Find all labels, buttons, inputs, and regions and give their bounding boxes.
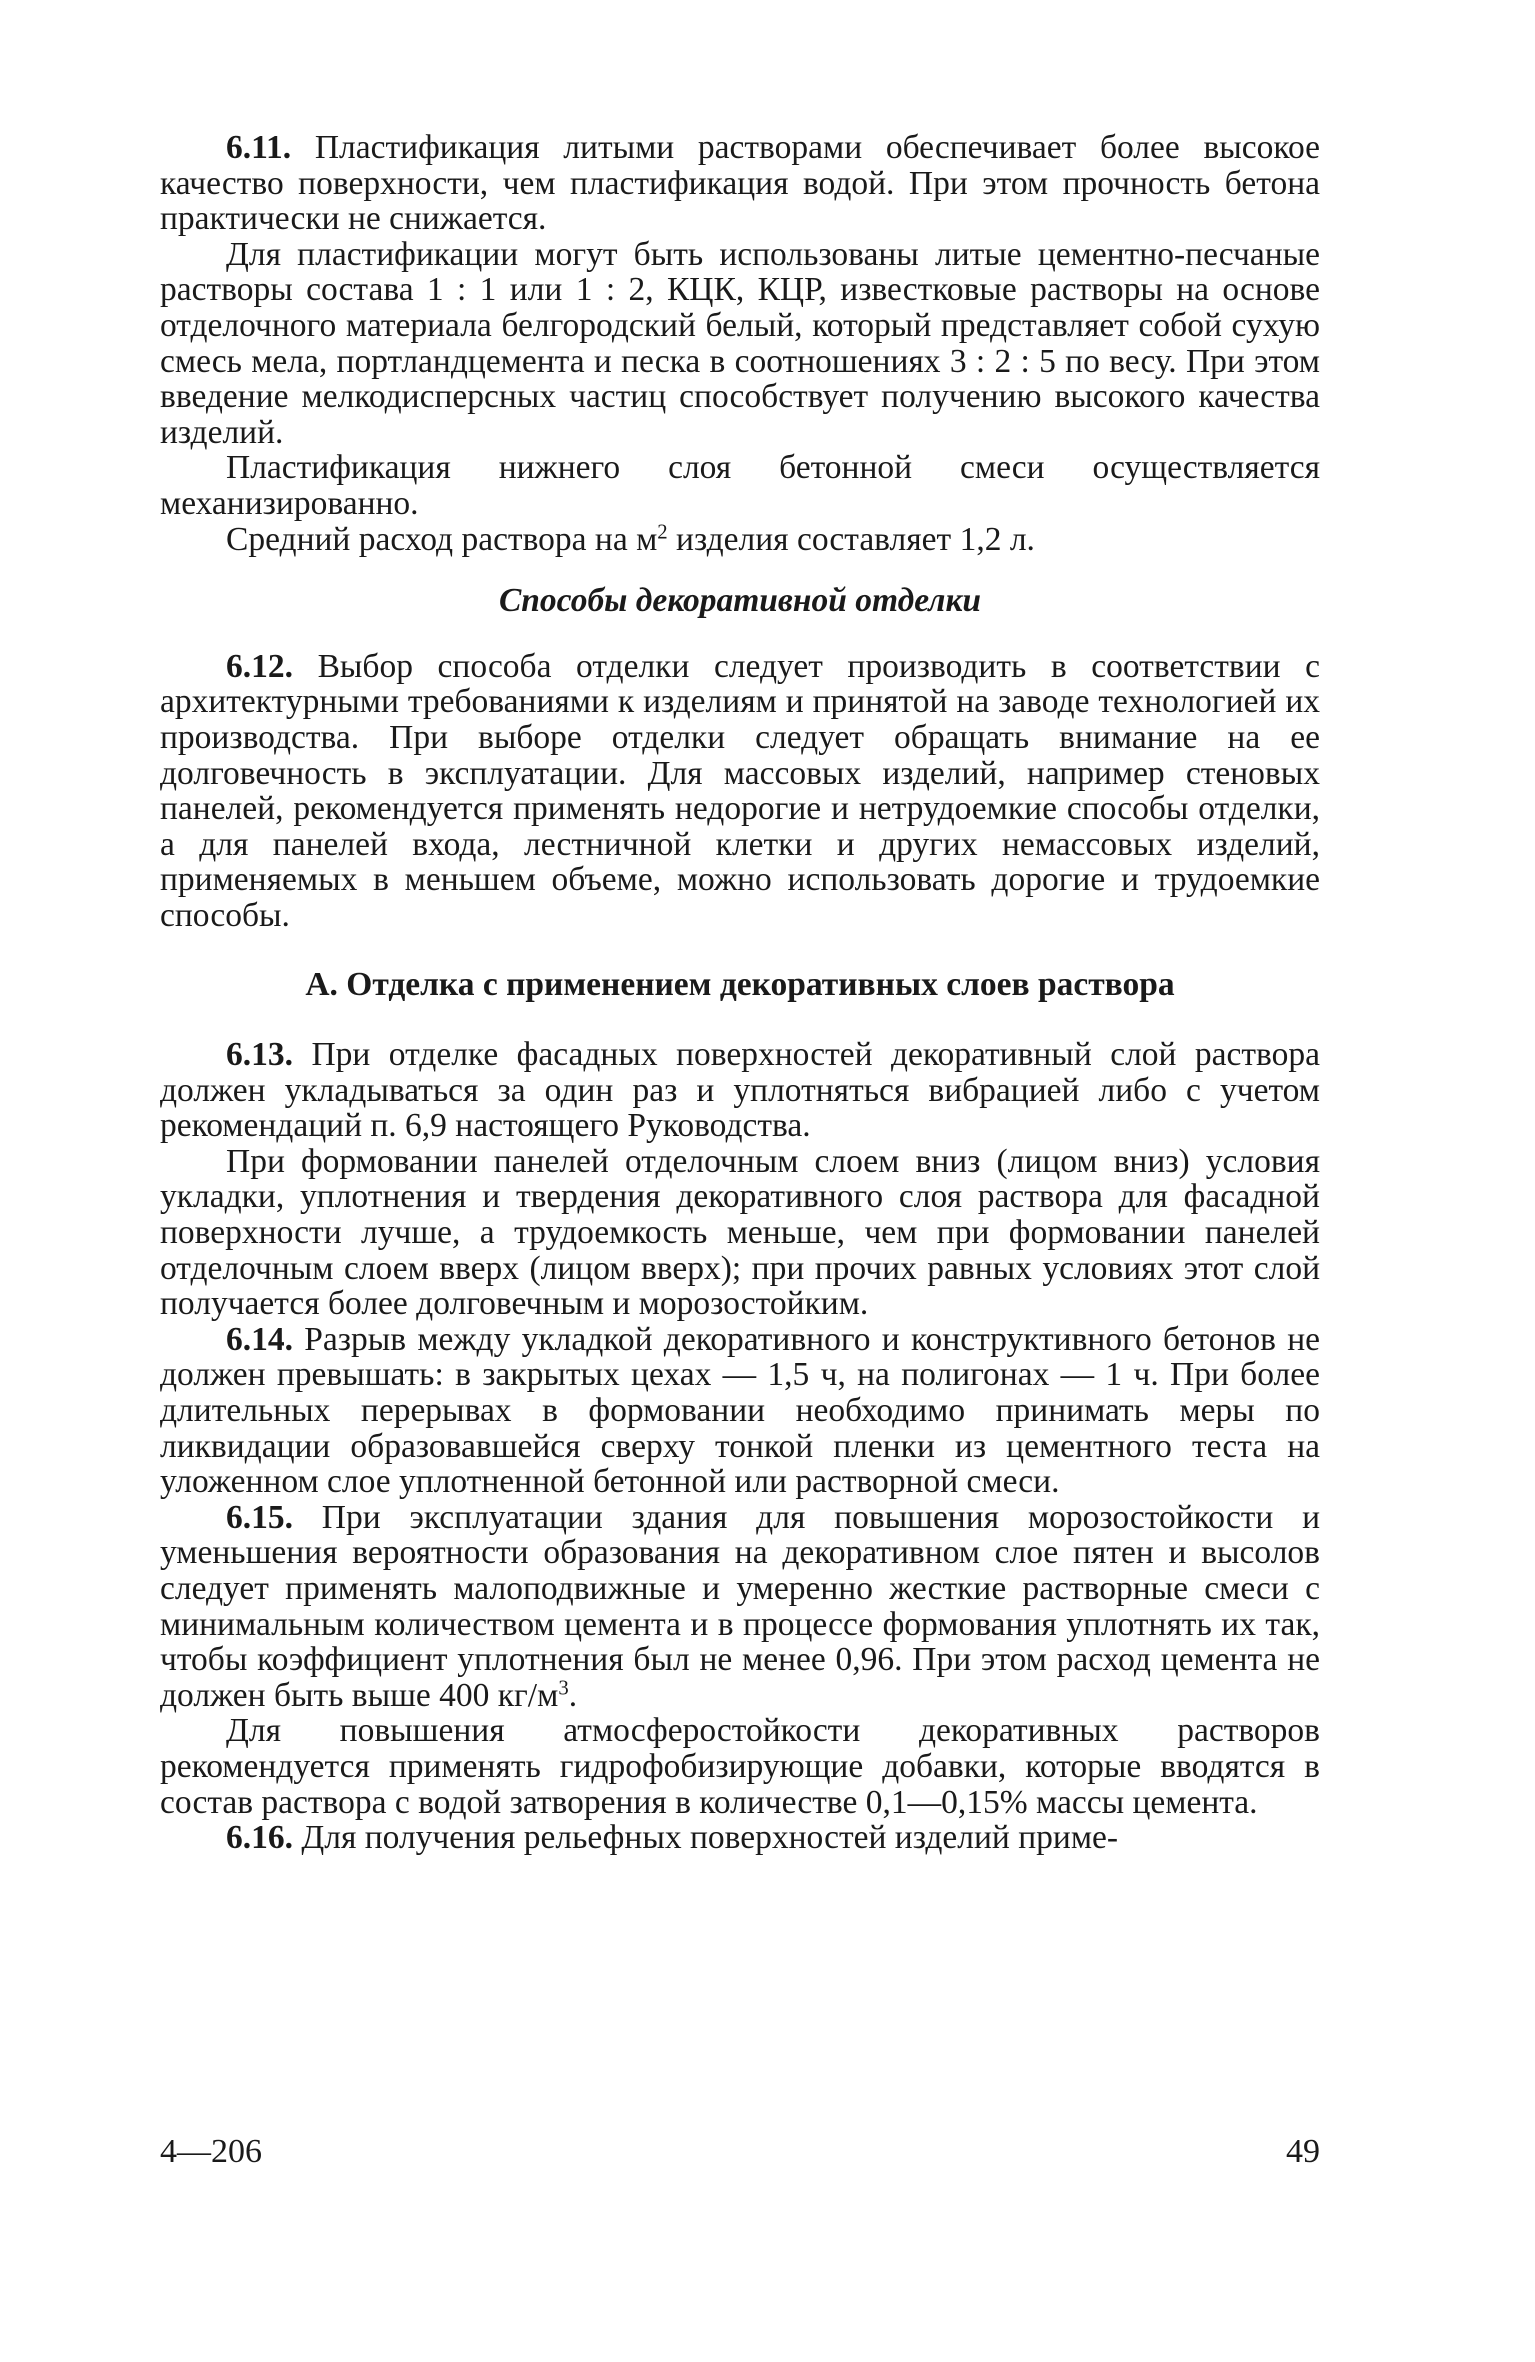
paragraph-6-11-plasticizers <box>160 237 1320 451</box>
paragraph-text: Разрыв между укладкой декоративного и конструктивного бетонов не должен превышать: в закрытых цехах — 1,5 ч, на полигонах — 1 ч. При более длительных перерывах в формовании необходимо принимать меры по ликвидации образовавшейся сверху тонкой пленки из цементного теста на уложенном слое уплотненной бетонной или растворной смеси. <box>160 1320 1320 1501</box>
paragraph-text: Выбор способа отделки следует производить в соответствии с архитектурными требованиями к изделиям и принятой на заводе технологией их производства. При выборе отделки следует обращать внимание на ее долговечность в эксплуатации. Для массовых изделий, например стеновых панелей, рекомендуется применять недорогие и нетрудоемкие способы отделки, а для панелей входа, лестничной клетки и других немассовых изделий, применяемых в меньшем объеме, можно использовать дорогие и трудоемкие способы. <box>160 647 1320 934</box>
paragraph-text: Пластификация литыми растворами обеспечивает более высокое качество поверхности, чем пластификация водой. При этом прочность бетона практически не снижается. <box>160 129 1320 238</box>
paragraph-number: 6.16. <box>226 1819 293 1857</box>
paragraph-text: Для повышения атмосферостойкости декоративных растворов рекомендуется применять гидрофобизирующие добавки, которые вводятся в состав раствора с водой затворения в количестве 0,1—0,15% массы цемента. <box>160 1712 1320 1821</box>
paragraph-6-13-face-down <box>160 1144 1320 1322</box>
paragraph-text: При отделке фасадных поверхностей декоративный слой раствора должен укладываться за один раз и уплотняться вибрацией либо с учетом рекомендаций п. 6,9 настоящего Руководства. <box>160 1036 1320 1145</box>
paragraph-text: При эксплуатации здания для повышения морозостойкости и уменьшения вероятности образования на декоративном слое пятен и высолов следует применять малоподвижные и умеренно жесткие растворные смеси с минимальным количеством цемента и в процессе формования уплотнять их так, чтобы коэффициент уплотнения был не менее 0,96. При этом расход цемента не должен быть выше 400 кг/м <box>160 1498 1320 1714</box>
paragraph-6-15 <box>160 1500 1320 1714</box>
paragraph-6-13 <box>160 1037 1320 1144</box>
paragraph-6-14 <box>160 1322 1320 1500</box>
paragraph-number: 6.12. <box>226 647 293 685</box>
paragraph-number: 6.11. <box>226 129 292 166</box>
paragraph-number: 6.14. <box>226 1320 293 1358</box>
body-text <box>160 130 1320 1856</box>
paragraph-6-11-consumption <box>160 522 1320 558</box>
paragraph-text: Для получения рельефных поверхностей изделий приме- <box>293 1819 1119 1857</box>
paragraph-number: 6.13. <box>226 1036 293 1074</box>
superscript: 3 <box>558 1676 569 1700</box>
section-heading-decorative-methods: Способы декоративной отделки <box>498 582 982 620</box>
paragraph-6-15-hydrophobic <box>160 1713 1320 1820</box>
page-number: 49 <box>1286 2133 1320 2170</box>
paragraph-text: Пластификация нижнего слоя бетонной смеси осуществляется механизированно. <box>160 449 1320 522</box>
paragraph-6-11 <box>160 130 1320 237</box>
paragraph-number: 6.15. <box>226 1498 293 1536</box>
paragraph-6-12 <box>160 649 1320 934</box>
paragraph-text: . <box>568 1676 578 1714</box>
paragraph-text: Средний расход раствора на м <box>226 520 658 558</box>
superscript: 2 <box>657 520 668 544</box>
printer-signature: 4—206 <box>160 2133 262 2170</box>
paragraph-6-16 <box>160 1820 1320 1856</box>
paragraph-text: При формовании панелей отделочным слоем вниз (лицом вниз) условия укладки, уплотнения и твердения декоративного слоя раствора для фасадной поверхности лучше, а трудоемкость меньше, чем при формовании панелей отделочным слоем вверх (лицом вверх); при прочих равных условиях этот слой получается более долговечным и морозостойким. <box>160 1142 1320 1323</box>
paragraph-6-11-mechanized <box>160 450 1320 521</box>
paragraph-text: Для пластификации могут быть использованы литые цементно-песчаные растворы состава 1 : 1 или 1 : 2, КЦК, КЦР, известковые растворы на основе отделочного материала белгородский белый, который представляет собой сухую смесь мела, портландцемента и песка в соотношениях 3 : 2 : 5 по весу. При этом введение мелкодисперсных частиц способствует получению высокого качества изделий. <box>160 235 1320 451</box>
section-heading-mortar-layers: А. Отделка с применением декоративных слоев раствора <box>305 966 1175 1004</box>
paragraph-text: изделия составляет 1,2 л. <box>667 520 1035 558</box>
